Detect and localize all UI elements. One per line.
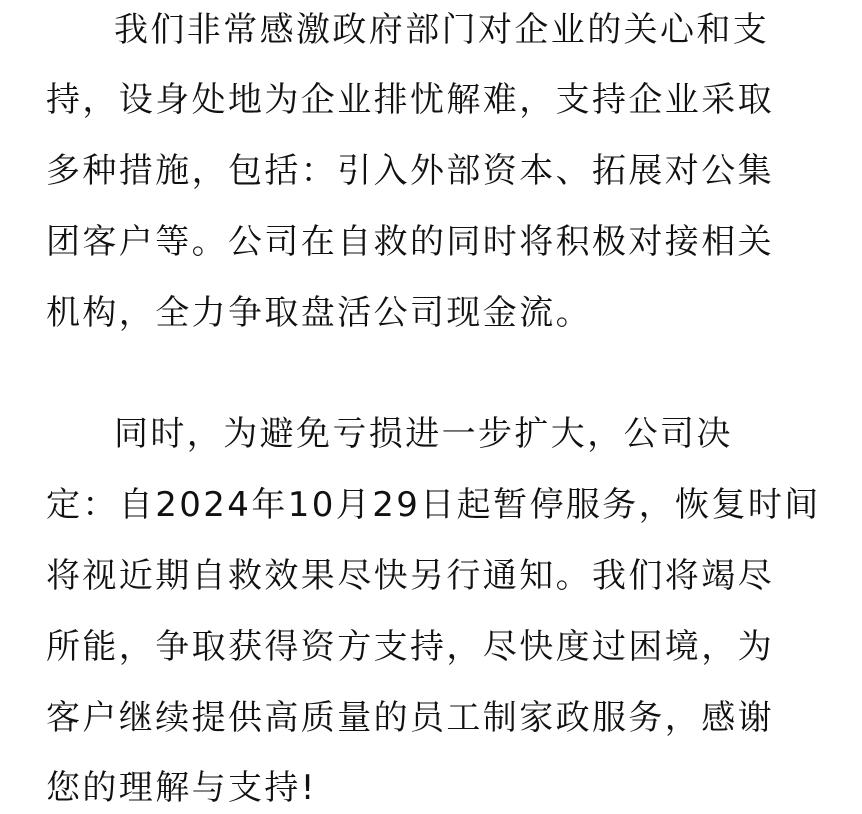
text-line: 所能，争取获得资方支持，尽快度过困境，为 [46, 627, 774, 667]
text-line: 客户继续提供高质量的员工制家政服务，感谢 [46, 698, 774, 738]
text-line: 团客户等。公司在自救的同时将积极对接相关 [46, 222, 774, 262]
text-line: 同时，为避免亏损进一步扩大，公司决 [114, 414, 733, 454]
text-line: 我们非常感激政府部门对企业的关心和支 [114, 10, 770, 50]
text-line: 多种措施，包括：引入外部资本、拓展对公集 [46, 151, 774, 191]
text-line: 将视近期自救效果尽快另行通知。我们将竭尽 [46, 556, 774, 596]
text-line: 机构，全力争取盘活公司现金流。 [46, 293, 592, 333]
text-line: 定：自2024年10月29日起暂停服务，恢复时间 [46, 485, 821, 525]
text-line: 持，设身处地为企业排忧解难，支持企业采取 [46, 80, 774, 120]
text-line: 您的理解与支持! [46, 768, 317, 808]
